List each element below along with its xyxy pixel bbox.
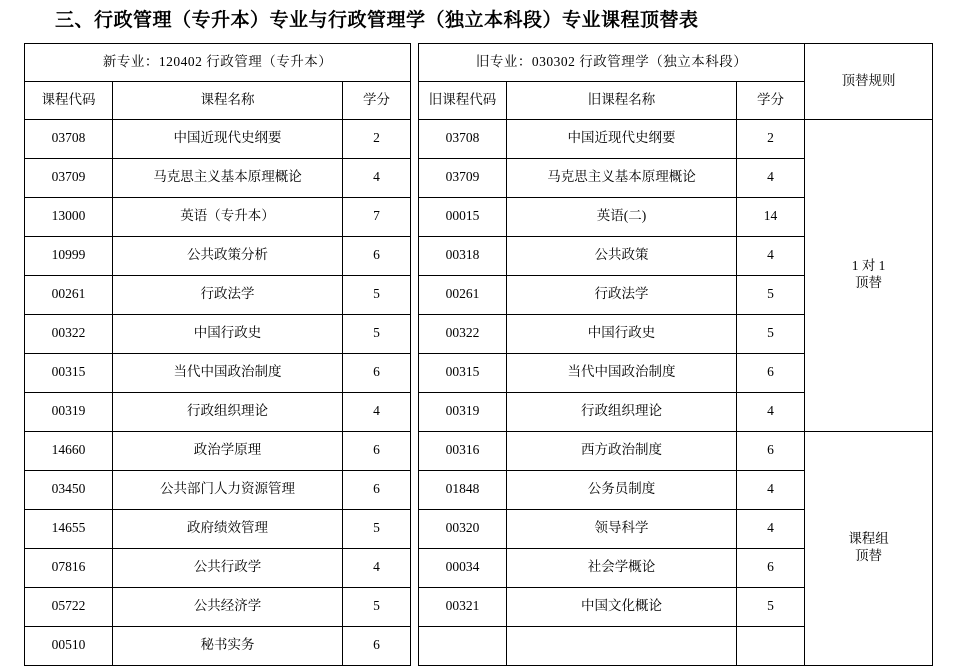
cell-new-code: 00319 [25, 392, 113, 431]
cell-new-name: 中国行政史 [113, 314, 343, 353]
cell-new-credit: 6 [343, 626, 411, 665]
col-header-new-code: 课程代码 [25, 81, 113, 119]
cell-old-credit: 4 [737, 470, 805, 509]
col-header-old-credit: 学分 [737, 81, 805, 119]
cell-new-credit: 4 [343, 158, 411, 197]
cell-old-name: 行政法学 [507, 275, 737, 314]
column-gap [411, 431, 419, 470]
cell-old-credit: 14 [737, 197, 805, 236]
course-substitution-table [24, 43, 933, 666]
cell-new-credit: 5 [343, 314, 411, 353]
cell-old-credit: 5 [737, 314, 805, 353]
cell-new-name: 公共经济学 [113, 587, 343, 626]
table-row [25, 314, 933, 353]
cell-new-code: 00261 [25, 275, 113, 314]
cell-old-code: 00319 [419, 392, 507, 431]
page-title: 三、行政管理（专升本）专业与行政管理学（独立本科段）专业课程顶替表 [55, 10, 699, 31]
cell-new-code: 03708 [25, 119, 113, 158]
column-gap [411, 197, 419, 236]
table-row [25, 548, 933, 587]
cell-old-name: 公务员制度 [507, 470, 737, 509]
cell-old-code: 00321 [419, 587, 507, 626]
cell-old-credit: 4 [737, 236, 805, 275]
cell-new-credit: 6 [343, 353, 411, 392]
column-gap [411, 626, 419, 665]
cell-new-credit: 5 [343, 275, 411, 314]
cell-new-code: 07816 [25, 548, 113, 587]
col-header-new-credit: 学分 [343, 81, 411, 119]
cell-new-code: 05722 [25, 587, 113, 626]
cell-new-name: 政治学原理 [113, 431, 343, 470]
cell-old-name [507, 626, 737, 665]
cell-old-code: 00316 [419, 431, 507, 470]
cell-old-name: 英语(二) [507, 197, 737, 236]
table-row [25, 392, 933, 431]
column-gap [411, 314, 419, 353]
cell-old-name: 西方政治制度 [507, 431, 737, 470]
cell-old-code [419, 626, 507, 665]
column-gap [411, 392, 419, 431]
rule-cell-group: 课程组 顶替 [805, 431, 933, 665]
table-row [25, 470, 933, 509]
cell-new-name: 公共行政学 [113, 548, 343, 587]
column-gap [411, 158, 419, 197]
cell-old-name: 中国行政史 [507, 314, 737, 353]
cell-new-code: 10999 [25, 236, 113, 275]
cell-new-name: 行政组织理论 [113, 392, 343, 431]
cell-old-credit: 6 [737, 431, 805, 470]
cell-new-credit: 6 [343, 470, 411, 509]
cell-old-code: 00034 [419, 548, 507, 587]
cell-new-credit: 6 [343, 236, 411, 275]
table-row [25, 119, 933, 158]
column-gap [411, 353, 419, 392]
cell-new-name: 当代中国政治制度 [113, 353, 343, 392]
column-gap [411, 587, 419, 626]
table-row [25, 236, 933, 275]
cell-old-credit: 5 [737, 275, 805, 314]
cell-old-credit: 6 [737, 548, 805, 587]
rule-header: 顶替规则 [805, 43, 933, 119]
cell-new-code: 03709 [25, 158, 113, 197]
cell-new-code: 14655 [25, 509, 113, 548]
table-row [25, 626, 933, 665]
cell-old-credit: 6 [737, 353, 805, 392]
cell-new-name: 公共部门人力资源管理 [113, 470, 343, 509]
cell-new-code: 13000 [25, 197, 113, 236]
table-header-row-majors [25, 43, 933, 81]
table-header-row-columns [25, 81, 933, 119]
table-row [25, 587, 933, 626]
cell-new-name: 行政法学 [113, 275, 343, 314]
table-row [25, 431, 933, 470]
cell-new-code: 14660 [25, 431, 113, 470]
col-header-old-code: 旧课程代码 [419, 81, 507, 119]
column-gap [411, 470, 419, 509]
column-gap [411, 236, 419, 275]
cell-old-code: 00322 [419, 314, 507, 353]
cell-old-code: 00318 [419, 236, 507, 275]
cell-new-credit: 4 [343, 548, 411, 587]
table-row [25, 158, 933, 197]
column-gap [411, 275, 419, 314]
cell-new-credit: 7 [343, 197, 411, 236]
cell-old-code: 03708 [419, 119, 507, 158]
table-row [25, 275, 933, 314]
table-row [25, 509, 933, 548]
cell-old-credit [737, 626, 805, 665]
column-gap [411, 43, 419, 81]
column-gap [411, 119, 419, 158]
cell-new-credit: 5 [343, 509, 411, 548]
cell-old-credit: 2 [737, 119, 805, 158]
cell-new-code: 00510 [25, 626, 113, 665]
table-row [25, 353, 933, 392]
column-gap [411, 509, 419, 548]
cell-new-code: 00315 [25, 353, 113, 392]
table-row [25, 197, 933, 236]
col-header-old-name: 旧课程名称 [507, 81, 737, 119]
cell-old-code: 00261 [419, 275, 507, 314]
cell-new-credit: 4 [343, 392, 411, 431]
cell-new-name: 马克思主义基本原理概论 [113, 158, 343, 197]
old-major-header: 旧专业：030302 行政管理学（独立本科段） [419, 43, 805, 81]
cell-old-code: 03709 [419, 158, 507, 197]
cell-new-code: 00322 [25, 314, 113, 353]
rule-cell-one-to-one: 1 对 1 顶替 [805, 119, 933, 431]
cell-old-code: 01848 [419, 470, 507, 509]
cell-old-name: 马克思主义基本原理概论 [507, 158, 737, 197]
cell-old-name: 当代中国政治制度 [507, 353, 737, 392]
cell-old-credit: 5 [737, 587, 805, 626]
cell-old-name: 社会学概论 [507, 548, 737, 587]
cell-old-credit: 4 [737, 392, 805, 431]
cell-old-code: 00315 [419, 353, 507, 392]
cell-old-name: 领导科学 [507, 509, 737, 548]
cell-new-credit: 5 [343, 587, 411, 626]
cell-old-code: 00015 [419, 197, 507, 236]
cell-new-name: 秘书实务 [113, 626, 343, 665]
cell-new-name: 中国近现代史纲要 [113, 119, 343, 158]
cell-old-credit: 4 [737, 158, 805, 197]
cell-old-name: 中国近现代史纲要 [507, 119, 737, 158]
cell-new-name: 公共政策分析 [113, 236, 343, 275]
cell-old-name: 公共政策 [507, 236, 737, 275]
cell-old-name: 中国文化概论 [507, 587, 737, 626]
cell-old-code: 00320 [419, 509, 507, 548]
new-major-header: 新专业：120402 行政管理（专升本） [25, 43, 411, 81]
cell-new-name: 英语（专升本） [113, 197, 343, 236]
cell-new-credit: 6 [343, 431, 411, 470]
column-gap [411, 548, 419, 587]
cell-new-name: 政府绩效管理 [113, 509, 343, 548]
cell-new-code: 03450 [25, 470, 113, 509]
cell-new-credit: 2 [343, 119, 411, 158]
cell-old-credit: 4 [737, 509, 805, 548]
col-header-new-name: 课程名称 [113, 81, 343, 119]
column-gap [411, 81, 419, 119]
cell-old-name: 行政组织理论 [507, 392, 737, 431]
